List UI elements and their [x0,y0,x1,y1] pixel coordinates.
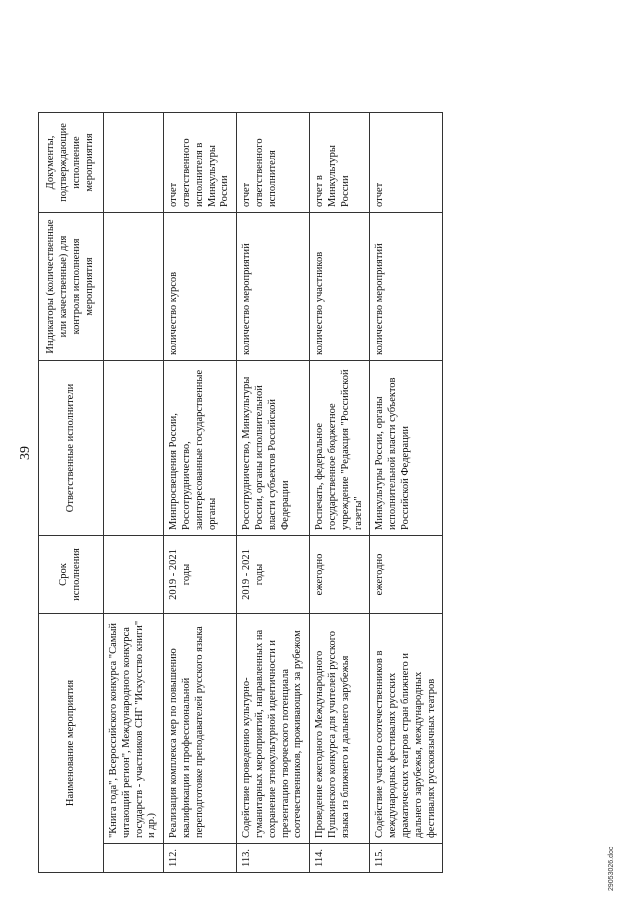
page-number: 39 [18,446,33,460]
row-executors: Минпросвещения России, Россотрудничество, заинтересованные государственные органы [164,361,237,536]
row-documents: отчет ответственного исполнителя в Минкультуры России [164,113,237,213]
measures-table [38,112,443,873]
table-row [164,113,237,873]
header-executors: Ответственные исполнители [39,361,104,536]
row-term: 2019 - 2021 годы [237,536,310,614]
row-executors: Роспечать, федеральное государственное бюджетное учреждение "Редакция "Российской газеты" [310,361,370,536]
row-documents: отчет в Минкультуры России [310,113,370,213]
landscape-content [10,13,630,893]
row-term: ежегодно [310,536,370,614]
table-row [370,113,443,873]
row-indicators: количество мероприятий [370,213,443,361]
table-row [310,113,370,873]
row-executors: Минкультуры России, органы исполнительной власти субъектов Российской Федерации [370,361,443,536]
row-name: Реализация комплекса мер по повышению квалификации и профессиональной переподготовке преподавателей русского языка [164,614,237,844]
table-row [237,113,310,873]
row-indicators: количество курсов [164,213,237,361]
row-indicators: количество участников [310,213,370,361]
document-code: 29053026.doc [608,846,615,891]
row-executors: Россотрудничество, Минкультуры России, органы исполнительной власти субъектов Российской Федерации [237,361,310,536]
row-number: 115. [370,844,443,873]
row-documents: отчет ответственного исполнителя [237,113,310,213]
header-term: Срок исполнения [39,536,104,614]
row-name: Проведение ежегодного Международного Пушкинского конкурса для учителей русского языка из ближнего и дальнего зарубежья [310,614,370,844]
header-indicators: Индикаторы (количественные или качественные) для контроля исполнения мероприятия [39,213,104,361]
row-name: Содействие участию соотечественников в международных фестивалях русских драматических театров стран ближнего и дальнего зарубежья, международных фестивалях русскоязычных театров [370,614,443,844]
row-name: Содействие проведению культурно-гуманитарных мероприятий, направленных на сохранение этнокультурной идентичности и презентацию творческого потенциала соотечественников, проживающих за рубежом [237,614,310,844]
row-number: 112. [164,844,237,873]
header-name: Наименование мероприятия [39,614,104,873]
header-documents: Документы, подтверждающие исполнение мероприятия [39,113,104,213]
continuation-row [104,113,164,873]
row-term: ежегодно [370,536,443,614]
row-indicators: количество мероприятий [237,213,310,361]
continuation-name: "Книга года", Всероссийского конкурса "Самый читающий регион", Международного конкурса государств - участников СНГ "Искусство книги" и др.) [104,614,164,844]
table-header-row [39,113,104,873]
row-term: 2019 - 2021 годы [164,536,237,614]
row-number: 113. [237,844,310,873]
row-number: 114. [310,844,370,873]
row-documents: отчет [370,113,443,213]
